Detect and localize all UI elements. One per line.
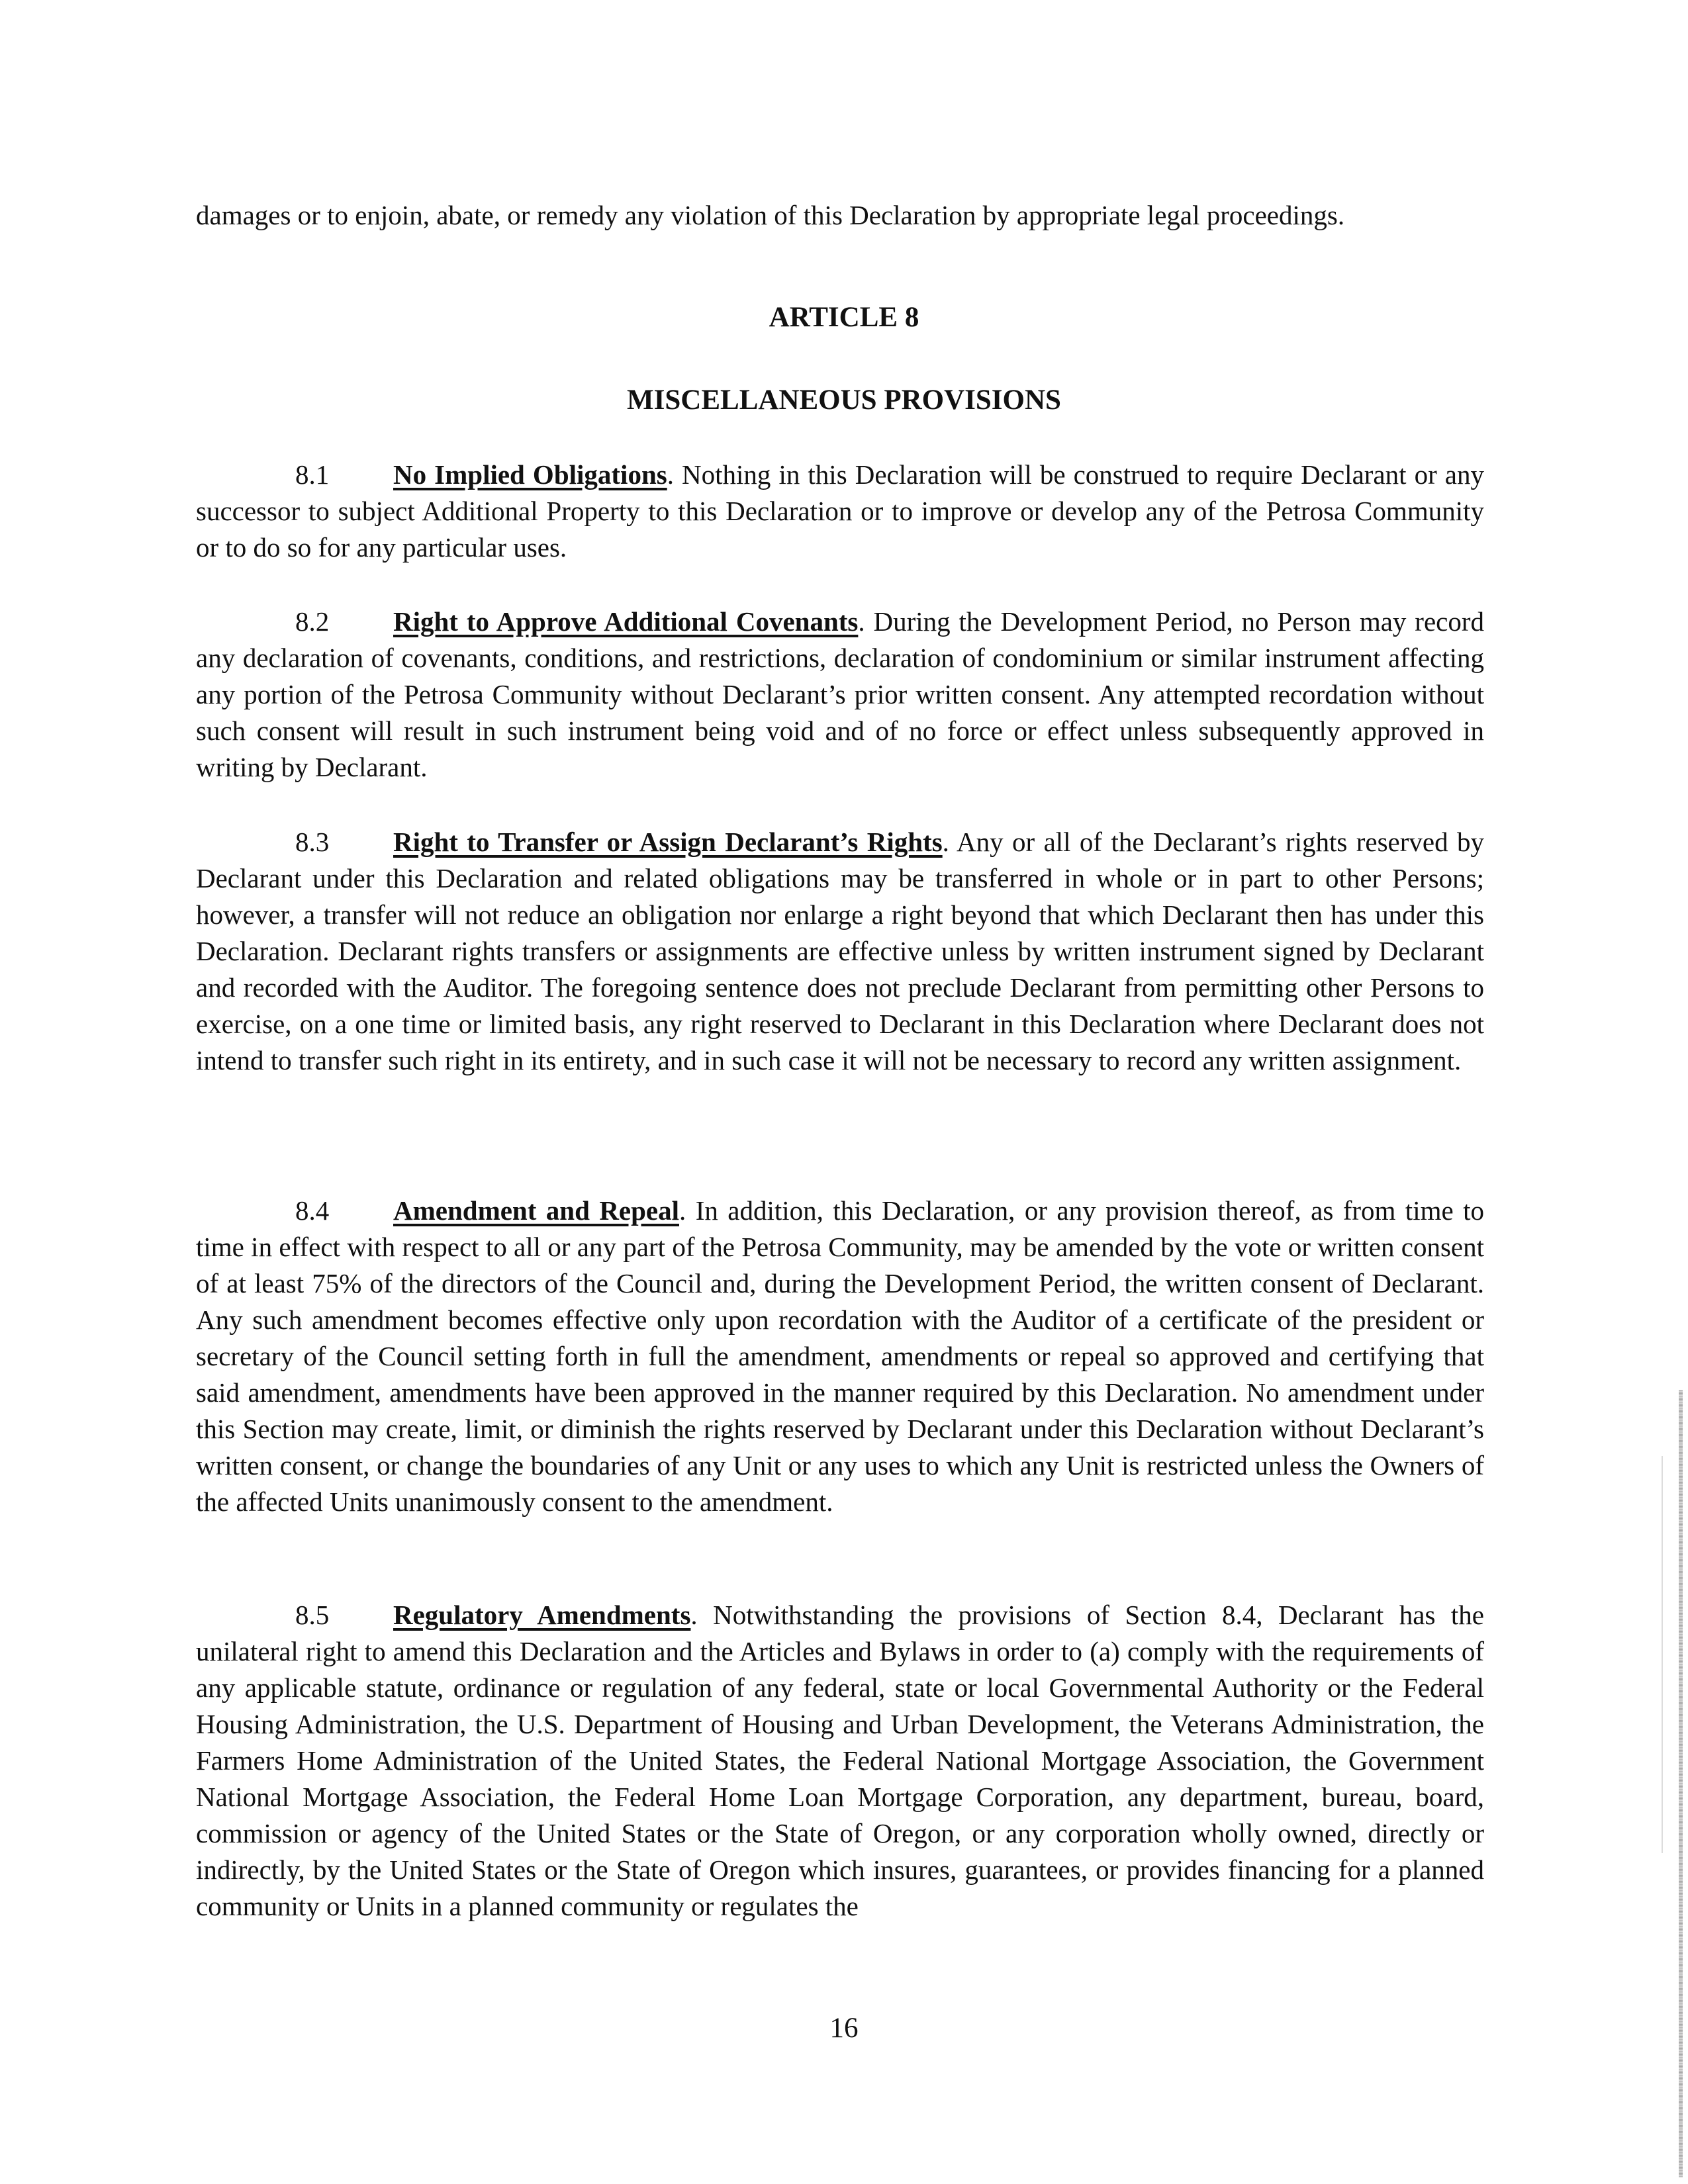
section-8-1: 8.1 No Implied Obligations. Nothing in this Declaration will be construed to require Declarant or any successor to subject Additional Property to this Declaration or to improve or develop any of the Petrosa Community or to do so for any particular uses. — [196, 457, 1484, 566]
article-label: ARTICLE 8 — [769, 302, 919, 333]
scan-edge-artifact — [1662, 1456, 1663, 1853]
section-number: 8.2 — [295, 606, 330, 637]
section-body: Notwithstanding the provisions of Section 8.4, Declarant has the unilateral right to amend this Declaration and the Articles and Bylaws in order to (a) comply with the requirements of any applicable statute, ordinance or regulation of any federal, state or local Governmental Authority or the Federal Housing Administration, the U.S. Department of Housing and Urban Development, the Veterans Administration, the Farmers Home Administration of the United States, the Federal National Mortgage Association, the Government National Mortgage Association, the Federal Home Loan Mortgage Corporation, any department, bureau, board, commission or agency of the United States or the State of Oregon, or any corporation wholly owned, directly or indirectly, by the United States or the State of Oregon which insures, guarantees, or provides financing for a planned community or Units in a planned community or regulates the — [196, 1600, 1484, 1921]
section-8-4: 8.4 Amendment and Repeal. In addition, this Declaration, or any provision thereof, as from time to time in effect with respect to all or any part of the Petrosa Community, may be amended by the vote or written consent of at least 75% of the directors of the Council and, during the Development Period, the written consent of Declarant. Any such amendment becomes effective only upon recordation with the Auditor of a certificate of the president or secretary of the Council setting forth in full the amendment, amendments or repeal so approved and certifying that said amendment, amendments have been approved in the manner required by this Declaration. No amendment under this Section may create, limit, or diminish the rights reserved by Declarant under this Declaration without Declarant’s written consent, or change the boundaries of any Unit or any uses to which any Unit is restricted unless the Owners of the affected Units unanimously consent to the amendment. — [196, 1193, 1484, 1520]
section-body: Nothing in this Declaration will be construed to require Declarant or any successor to subject Additional Property to this Declaration or to improve or develop any of the Petrosa Community or to do so for any particular uses. — [196, 459, 1484, 563]
section-title: Amendment and Repeal — [393, 1195, 680, 1226]
section-body: Any or all of the Declarant’s rights reserved by Declarant under this Declaration and related obligations may be transferred in whole or in part to other Persons; however, a transfer will not reduce an obligation nor enlarge a right beyond that which Declarant then has under this Declaration. Declarant rights transfers or assignments are effective unless by written instrument signed by Declarant and recorded with the Auditor. The foregoing sentence does not preclude Declarant from permitting other Persons to exercise, on a one time or limited basis, any right reserved to Declarant in this Declaration where Declarant does not intend to transfer such right in its entirety, and in such case it will not be necessary to record any written assignment. — [196, 827, 1484, 1075]
section-8-3: 8.3 Right to Transfer or Assign Declarant’s Rights. Any or all of the Declarant’s rights reserved by Declarant under this Declaration and related obligations may be transferred in whole or in part to other Persons; however, a transfer will not reduce an obligation nor enlarge a right beyond that which Declarant then has under this Declaration. Declarant rights transfers or assignments are effective unless by written instrument signed by Declarant and recorded with the Auditor. The foregoing sentence does not preclude Declarant from permitting other Persons to exercise, on a one time or limited basis, any right reserved to Declarant in this Declaration where Declarant does not intend to transfer such right in its entirety, and in such case it will not be necessary to record any written assignment. — [196, 824, 1484, 1079]
section-body: During the Development Period, no Person may record any declaration of covenants, conditions, and restrictions, declaration of condominium or similar instrument affecting any portion of the Petrosa Community without Declarant’s prior written consent. Any attempted recordation without such consent will result in such instrument being void and of no force or effect unless subsequently approved in writing by Declarant. — [196, 606, 1485, 782]
intro-paragraph: damages or to enjoin, abate, or remedy any violation of this Declaration by appropriate legal proceedings. — [196, 200, 1345, 230]
page-number: 16 — [829, 2013, 859, 2044]
section-number: 8.4 — [295, 1195, 330, 1226]
section-number: 8.3 — [295, 827, 330, 857]
article-title: MISCELLANEOUS PROVISIONS — [627, 385, 1061, 416]
section-title: Right to Transfer or Assign Declarant’s Rights — [393, 827, 943, 857]
section-body: In addition, this Declaration, or any provision thereof, as from time to time in effect with respect to all or any part of the Petrosa Community, may be amended by the vote or written consent of at least 75% of the directors of the Council and, during the Development Period, the written consent of Declarant. Any such amendment becomes effective only upon recordation with the Auditor of a certificate of the president or secretary of the Council setting forth in full the amendment, amendments or repeal so approved and certifying that said amendment, amendments have been approved in the manner required by this Declaration. No amendment under this Section may create, limit, or diminish the rights reserved by Declarant under this Declaration without Declarant’s written consent, or change the boundaries of any Unit or any uses to which any Unit is restricted unless the Owners of the affected Units unanimously consent to the amendment. — [196, 1195, 1484, 1517]
section-number: 8.5 — [295, 1600, 330, 1630]
section-title: Right to Approve Additional Covenants — [393, 606, 859, 637]
section-title: No Implied Obligations — [393, 459, 667, 490]
scan-edge-artifact — [1679, 1390, 1683, 2177]
section-number: 8.1 — [295, 459, 330, 490]
section-8-5: 8.5 Regulatory Amendments. Notwithstanding the provisions of Section 8.4, Declarant has the unilateral right to amend this Declaration and the Articles and Bylaws in order to (a) comply with the requirements of any applicable statute, ordinance or regulation of any federal, state or local Governmental Authority or the Federal Housing Administration, the U.S. Department of Housing and Urban Development, the Veterans Administration, the Farmers Home Administration of the United States, the Federal National Mortgage Association, the Government National Mortgage Association, the Federal Home Loan Mortgage Corporation, any department, bureau, board, commission or agency of the United States or the State of Oregon, or any corporation wholly owned, directly or indirectly, by the United States or the State of Oregon which insures, guarantees, or provides financing for a planned community or Units in a planned community or regulates the — [196, 1597, 1484, 1925]
section-8-2: 8.2 Right to Approve Additional Covenants. During the Development Period, no Person may record any declaration of covenants, conditions, and restrictions, declaration of condominium or similar instrument affecting any portion of the Petrosa Community without Declarant’s prior written consent. Any attempted recordation without such consent will result in such instrument being void and of no force or effect unless subsequently approved in writing by Declarant. — [196, 604, 1484, 786]
section-title: Regulatory Amendments — [393, 1600, 691, 1630]
